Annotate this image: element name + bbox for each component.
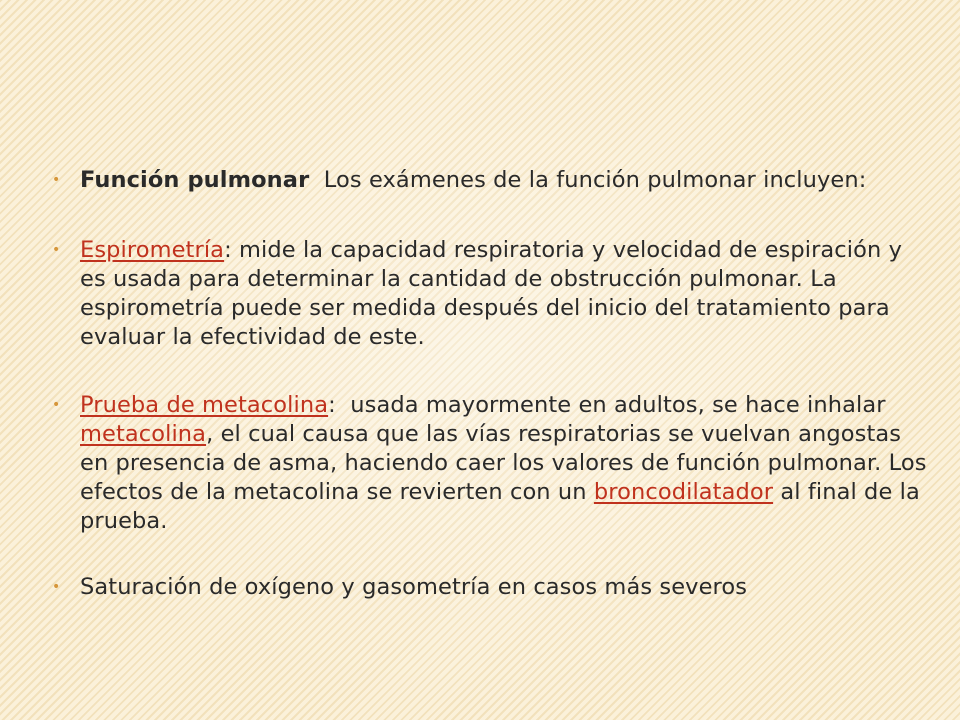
bullet-body-b: , el cual causa que las vías respiratorias se vuelvan angostas en presencia de asma, haciendo caer los valores de función pulmonar. Los efectos de la metacolina se revierten con un [80,421,927,505]
bullet-text [80,166,866,195]
prueba-de-metacolina-link[interactable]: Prueba de metacolina [80,392,329,418]
bullet-body: Los exámenes de la función pulmonar incluyen: [309,167,867,193]
broncodilatador-link[interactable]: broncodilatador [593,479,774,505]
bullet-text [80,236,930,352]
metacolina-link[interactable]: metacolina [80,421,207,447]
bullet-item-prueba-metacolina [50,391,930,536]
bullet-dot-icon: • [52,397,61,413]
espirometria-link[interactable]: Espirometría [80,237,225,263]
bullet-dot-icon: • [52,172,61,188]
bullet-dot-icon: • [52,579,61,595]
bullet-item-saturacion [50,573,930,602]
bullet-body: : mide la capacidad respiratoria y velocidad de espiración y es usada para determinar la cantidad de obstrucción pulmonar. La espirometría puede ser medida después del inicio del tratamiento para evaluar la efectividad de este. [80,237,903,350]
bullet-text: Saturación de oxígeno y gasometría en casos más severos [80,574,748,600]
bullet-body-c: al final de la prueba. [80,479,920,534]
bullet-item-funcion-pulmonar [50,166,930,195]
bullet-item-espirometria [50,236,930,352]
bullet-body-a: : usada mayormente en adultos, se hace inhalar [328,392,893,418]
bullet-text [80,391,930,536]
bullet-heading: Función pulmonar [80,167,310,193]
bullet-dot-icon: • [52,242,61,258]
